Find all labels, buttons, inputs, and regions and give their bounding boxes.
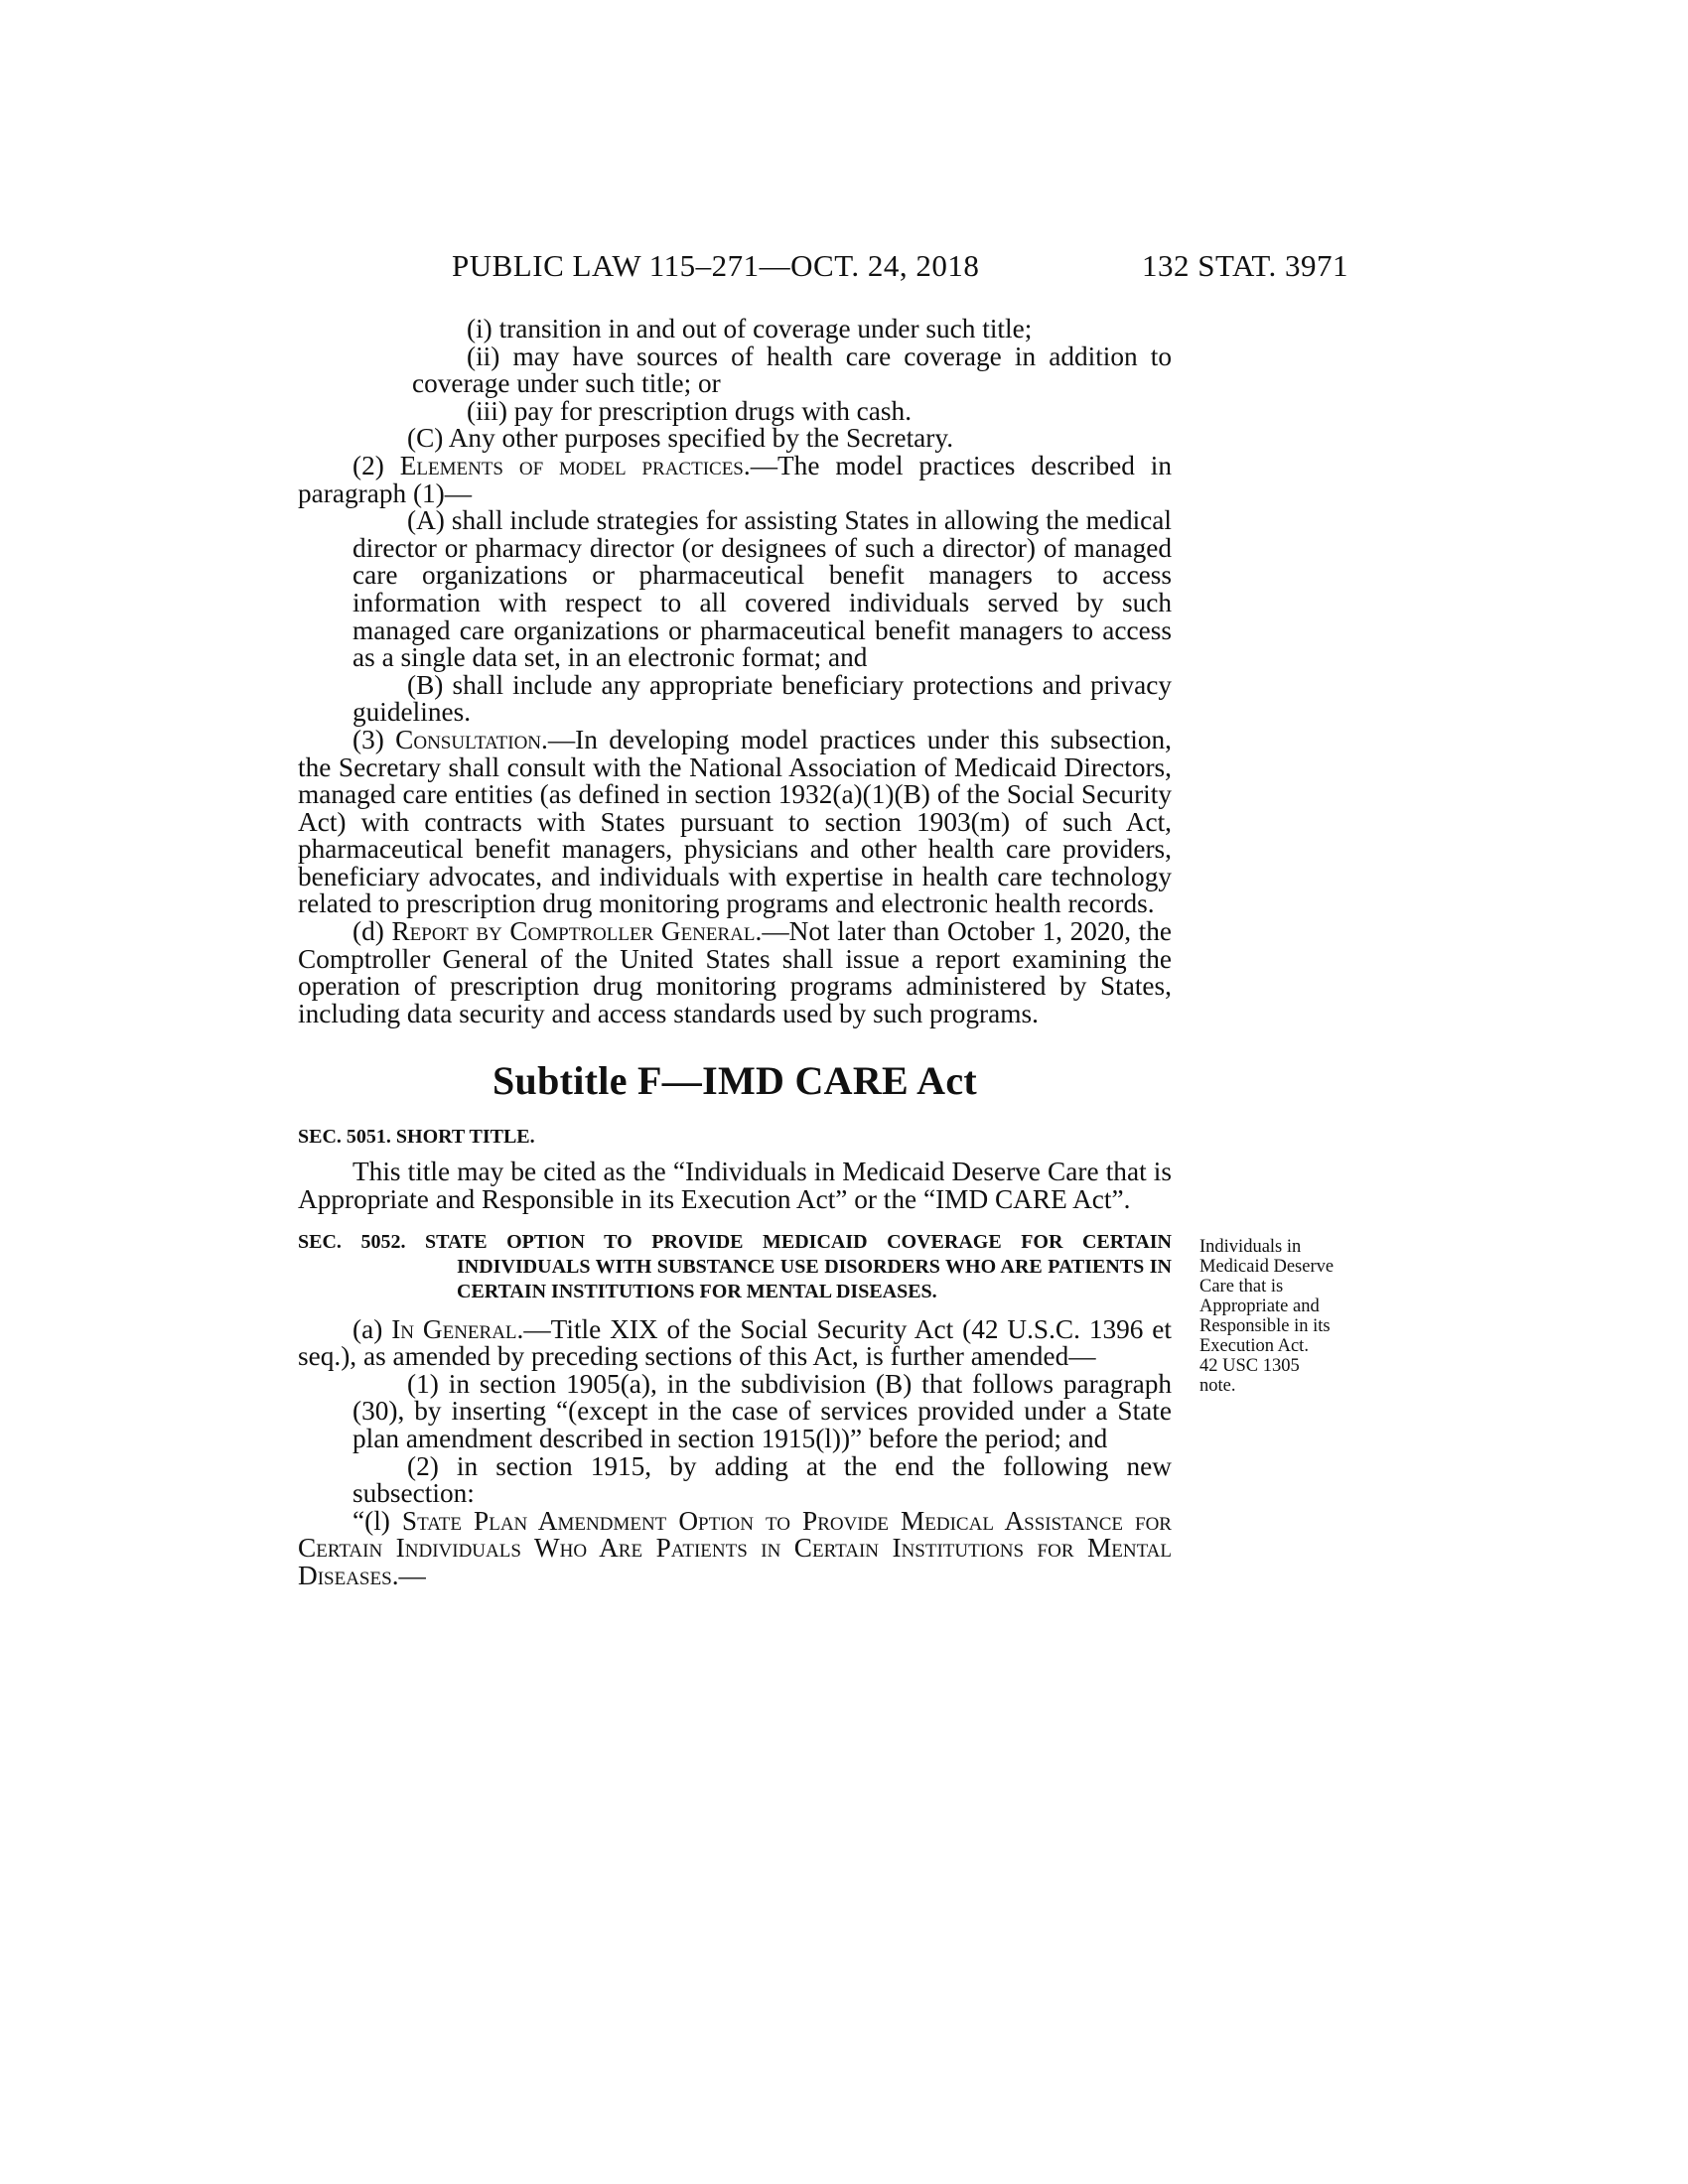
section-5051-heading: SEC. 5051. SHORT TITLE.	[298, 1126, 535, 1149]
page-number: 132 STAT. 3971	[1142, 248, 1349, 283]
subsection-a-heading: In General	[391, 1313, 517, 1344]
subtitle-heading: Subtitle F—IMD CARE Act	[492, 1058, 977, 1104]
subparagraph-a: (A) shall include strategies for assisting States in allowing the medical director or pharmacy director (or designees of such a director) of managed care organizations or pharmaceutical benefit managers to access information with respect to all covered individuals served by such managed care organizations or pharmaceutical benefit managers to access as a single data set, in an electronic format; and	[352, 505, 1172, 673]
document-body	[298, 316, 1172, 1590]
margin-note: Individuals in Medicaid Deserve Care that is Appropriate and Responsible in its Execution Act. 42 USC 1305 note.	[1199, 1237, 1335, 1396]
clause-ii: (ii) may have sources of health care coverage in addition to coverage under such title; or	[412, 341, 1172, 399]
paragraph-3-heading: Consultation	[395, 724, 542, 754]
subsection-d: (d) Report by Comptroller General.—Not later than October 1, 2020, the Comptroller General of the United States shall issue a report examining the operation of prescription drug monitoring programs administered by States, including data security and access standards used by such programs.	[298, 916, 1172, 1028]
subparagraph-c: (C) Any other purposes specified by the Secretary.	[407, 423, 954, 454]
amendment-1: (1) in section 1905(a), in the subdivision (B) that follows paragraph (30), by inserting “(except in the case of services provided under a State plan amendment described in section 1915(l))” before the period; and	[352, 1368, 1172, 1453]
section-5052-heading: SEC. 5052. STATE OPTION TO PROVIDE MEDICAID COVERAGE FOR CERTAIN INDIVIDUALS WITH SUBSTANCE USE DISORDERS WHO ARE PATIENTS IN CERTAIN INSTITUTIONS FOR MENTAL DISEASES.	[298, 1230, 1172, 1302]
clause-i: (i) transition in and out of coverage under such title;	[467, 314, 1033, 343]
running-header-title: PUBLIC LAW 115–271—OCT. 24, 2018	[452, 248, 980, 283]
amendment-2: (2) in section 1915, by adding at the end the following new subsection:	[352, 1450, 1172, 1509]
section-5051-text: This title may be cited as the “Individuals in Medicaid Deserve Care that is Appropriate and Responsible in its Execution Act” or the “IMD CARE Act”.	[298, 1157, 1172, 1215]
clause-iii: (iii) pay for prescription drugs with cash.	[467, 395, 913, 426]
new-subsection-l: “(l) State Plan Amendment Option to Provide Medical Assistance for Certain Individuals Who Are Patients in Certain Institutions for Mental Diseases.—	[298, 1505, 1172, 1590]
subsection-d-heading: Report by Comptroller General	[391, 916, 756, 947]
paragraph-2-heading: Elements of model practices	[399, 450, 744, 480]
paragraph-2: (2) Elements of model practices.—The model practices described in paragraph (1)—	[298, 450, 1173, 508]
paragraph-3: (3) Consultation.—In developing model practices under this subsection, the Secretary shall consult with the National Association of Medicaid Directors, managed care entities (as defined in section 1932(a)(1)(B) of the Social Security Act) with contracts with States pursuant to section 1903(m) of such Act, pharmaceutical benefit managers, physicians and other health care providers, beneficiary advocates, and individuals with expertise in health care technology related to prescription drug monitoring programs and electronic health records.	[298, 724, 1172, 919]
subsection-a: (a) In General.—Title XIX of the Social Security Act (42 U.S.C. 1396 et seq.), as amended by preceding sections of this Act, is further amended—	[298, 1313, 1172, 1372]
new-subsection-l-heading: State Plan Amendment Option to Provide Medical Assistance for Certain Individuals Who Are Patients in Certain Institutions for Mental Diseases	[298, 1505, 1172, 1590]
subparagraph-b: (B) shall include any appropriate beneficiary protections and privacy guidelines.	[352, 669, 1172, 728]
